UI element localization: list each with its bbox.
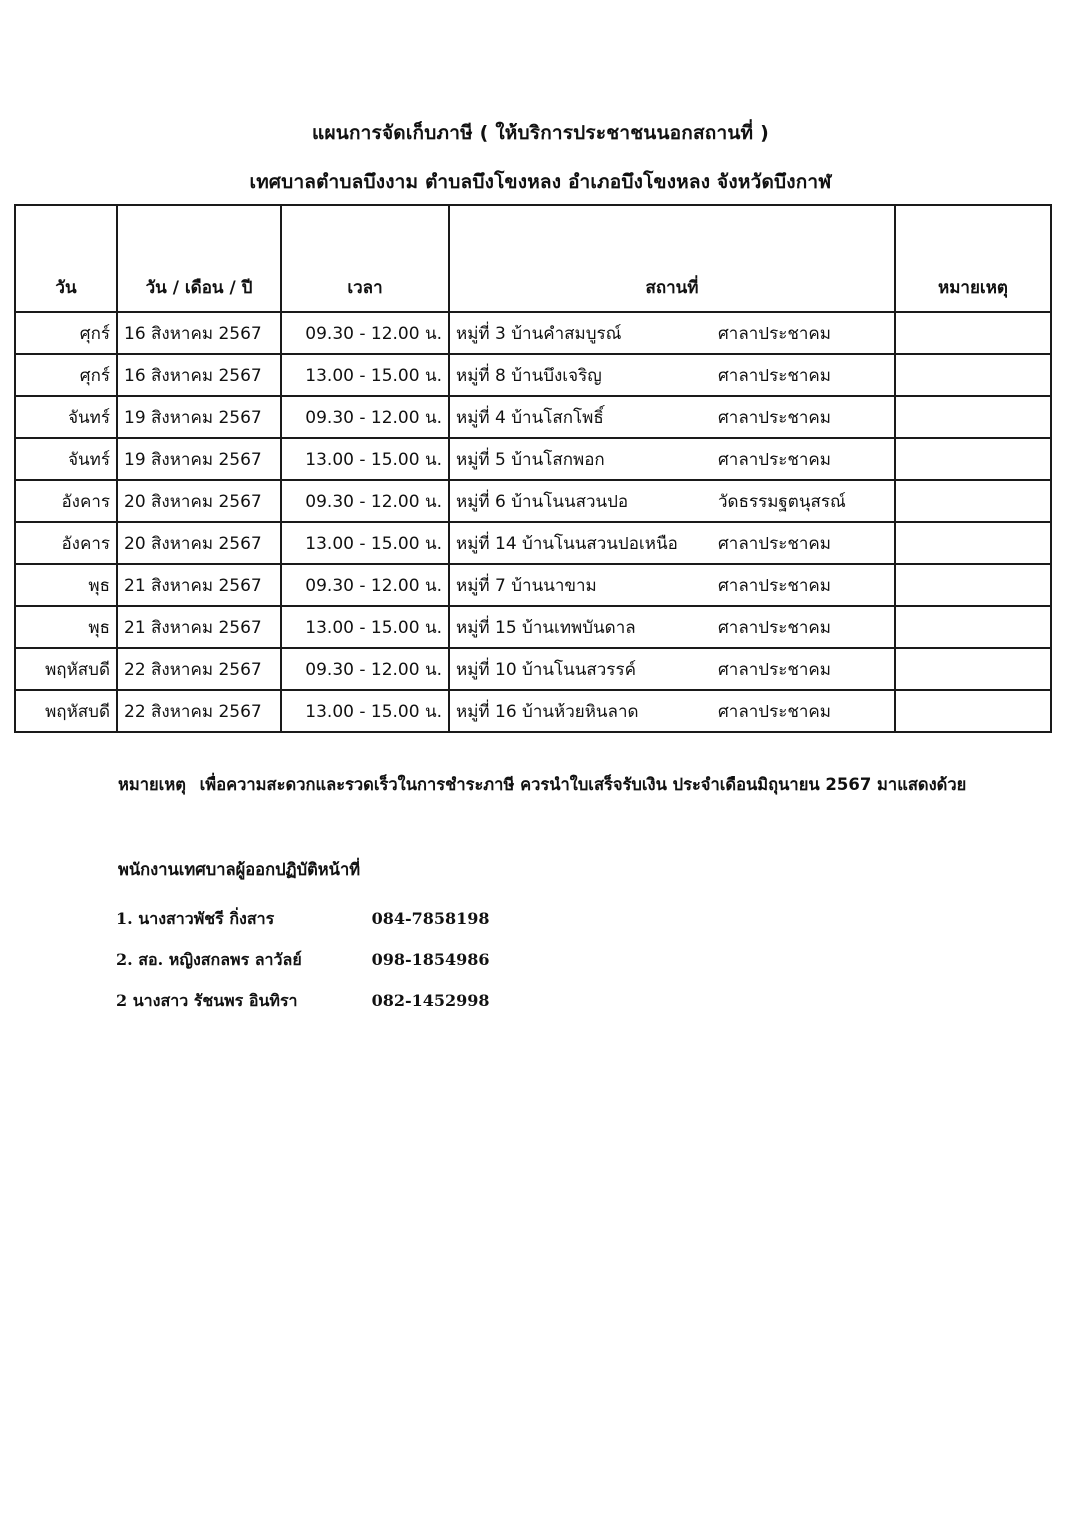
place-site: วัดธรรมฐตนุสรณ์ [718,491,846,512]
place-village: หมู่ที่ 10 บ้านโนนสวรรค์ [456,659,636,680]
place-village: หมู่ที่ 6 บ้านโนนสวนปอ [456,491,629,512]
cell-place [449,606,895,648]
cell-day: พุธ [15,564,117,606]
staff-phone: 098-1854986 [371,950,490,969]
cell-note [895,690,1051,732]
cell-place [449,438,895,480]
cell-time: 09.30 - 12.00 น. [281,396,449,438]
staff-entry [116,907,536,932]
cell-place [449,522,895,564]
place-site: ศาลาประชาคม [718,323,832,344]
cell-day: อังคาร [15,480,117,522]
place-village: หมู่ที่ 8 บ้านบึงเจริญ [456,365,602,386]
remark-label: หมายเหตุ [118,775,186,794]
cell-day: จันทร์ [15,396,117,438]
cell-date: 20 สิงหาคม 2567 [117,480,281,522]
cell-date: 22 สิงหาคม 2567 [117,648,281,690]
table-row [15,522,1051,564]
table-row [15,354,1051,396]
header-note: หมายเหตุ [895,205,1051,312]
cell-date: 20 สิงหาคม 2567 [117,522,281,564]
cell-date: 16 สิงหาคม 2567 [117,354,281,396]
place-site: ศาลาประชาคม [718,575,832,596]
remark-line [118,772,1038,798]
cell-place [449,396,895,438]
remark-text: เพื่อความสะดวกและรวดเร็วในการชำระภาษี ควรนำใบเสร็จรับเงิน ประจำเดือนมิถุนายน 2567 มาแสดงด้วย [199,775,967,794]
staff-name: 2. สอ. หญิงสกลพร ลาวัลย์ [116,950,302,969]
place-site: ศาลาประชาคม [718,407,832,428]
cell-note [895,648,1051,690]
place-village: หมู่ที่ 4 บ้านโสกโพธิ์ [456,407,604,428]
place-village: หมู่ที่ 15 บ้านเทพบันดาล [456,617,636,638]
table-row [15,312,1051,354]
cell-date: 16 สิงหาคม 2567 [117,312,281,354]
table-row [15,690,1051,732]
place-site: ศาลาประชาคม [718,701,832,722]
cell-place [449,480,895,522]
cell-place [449,648,895,690]
place-village: หมู่ที่ 14 บ้านโนนสวนปอเหนือ [456,533,678,554]
table-row [15,648,1051,690]
place-site: ศาลาประชาคม [718,659,832,680]
cell-date: 21 สิงหาคม 2567 [117,606,281,648]
cell-place [449,354,895,396]
cell-time: 13.00 - 15.00 น. [281,438,449,480]
staff-name: 1. นางสาวพัชรี กิ่งสาร [116,909,275,928]
cell-time: 09.30 - 12.00 น. [281,564,449,606]
cell-note [895,396,1051,438]
place-site: ศาลาประชาคม [718,365,832,386]
staff-name: 2 นางสาว รัชนพร อินทิรา [116,991,298,1010]
cell-note [895,480,1051,522]
header-date: วัน / เดือน / ปี [117,205,281,312]
cell-note [895,354,1051,396]
header-time: เวลา [281,205,449,312]
place-village: หมู่ที่ 3 บ้านคำสมบูรณ์ [456,323,622,344]
staff-phone: 084-7858198 [371,909,490,928]
document-title: แผนการจัดเก็บภาษี ( ให้บริการประชาชนนอกสถานที่ ) [312,122,769,144]
staff-entry [116,989,536,1014]
table-row [15,438,1051,480]
cell-time: 09.30 - 12.00 น. [281,480,449,522]
table-row [15,396,1051,438]
table-row [15,564,1051,606]
schedule-table [14,204,1052,733]
table-header-row [15,205,1051,312]
cell-note [895,606,1051,648]
cell-day: พุธ [15,606,117,648]
cell-time: 13.00 - 15.00 น. [281,354,449,396]
cell-place [449,690,895,732]
place-site: ศาลาประชาคม [718,533,832,554]
cell-note [895,522,1051,564]
place-site: ศาลาประชาคม [718,449,832,470]
cell-place [449,312,895,354]
cell-note [895,564,1051,606]
cell-time: 09.30 - 12.00 น. [281,648,449,690]
staff-heading: พนักงานเทศบาลผู้ออกปฏิบัติหน้าที่ [118,860,361,879]
cell-note [895,312,1051,354]
cell-date: 21 สิงหาคม 2567 [117,564,281,606]
cell-time: 13.00 - 15.00 น. [281,522,449,564]
cell-note [895,438,1051,480]
cell-day: ศุกร์ [15,312,117,354]
header-place: สถานที่ [449,205,895,312]
cell-date: 22 สิงหาคม 2567 [117,690,281,732]
cell-place [449,564,895,606]
staff-phone: 082-1452998 [371,991,490,1010]
cell-time: 13.00 - 15.00 น. [281,606,449,648]
cell-day: อังคาร [15,522,117,564]
table-row [15,606,1051,648]
place-village: หมู่ที่ 7 บ้านนาขาม [456,575,597,596]
header-day: วัน [15,205,117,312]
cell-day: จันทร์ [15,438,117,480]
cell-date: 19 สิงหาคม 2567 [117,396,281,438]
place-village: หมู่ที่ 16 บ้านห้วยหินลาด [456,701,639,722]
cell-date: 19 สิงหาคม 2567 [117,438,281,480]
place-site: ศาลาประชาคม [718,617,832,638]
cell-time: 09.30 - 12.00 น. [281,312,449,354]
table-row [15,480,1051,522]
place-village: หมู่ที่ 5 บ้านโสกพอก [456,449,605,470]
cell-day: พฤหัสบดี [15,690,117,732]
cell-day: พฤหัสบดี [15,648,117,690]
staff-entry [116,948,536,973]
cell-day: ศุกร์ [15,354,117,396]
document-subtitle: เทศบาลตำบลบึงงาม ตำบลบึงโขงหลง อำเภอบึงโขงหลง จังหวัดบึงกาฬ [249,171,832,193]
cell-time: 13.00 - 15.00 น. [281,690,449,732]
